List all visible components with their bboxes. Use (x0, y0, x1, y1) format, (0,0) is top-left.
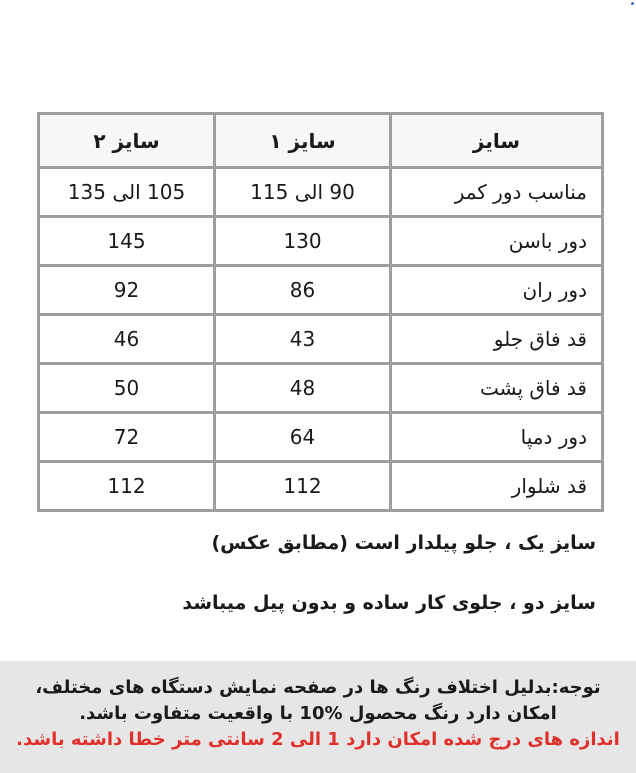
table-row (39, 364, 603, 413)
disclaimer-line-1: توجه:بدلیل اختلاف رنگ ها در صفحه نمایش دستگاه های مختلف، (35, 677, 601, 698)
measurement-warning: اندازه های درج شده امکان دارد 1 الی 2 سانتی متر خطا داشته باشد. (16, 729, 620, 750)
table-row (39, 315, 603, 364)
row-size1: 86 (215, 266, 391, 315)
row-size1: 48 (215, 364, 391, 413)
row-size1: 43 (215, 315, 391, 364)
size-table (37, 112, 604, 512)
row-label: قد شلوار (391, 462, 603, 511)
row-label: قد فاق پشت (391, 364, 603, 413)
header-size-1: سایز ۱ (215, 114, 391, 168)
row-size1: 112 (215, 462, 391, 511)
table-header-row (39, 114, 603, 168)
row-size2: 50 (39, 364, 215, 413)
row-label: دور باسن (391, 217, 603, 266)
row-size2: 145 (39, 217, 215, 266)
row-size1: 90 الی 115 (215, 168, 391, 217)
note-size-one: سایز یک ، جلو پیلدار است (مطابق عکس) (211, 532, 596, 554)
table-row (39, 413, 603, 462)
table-row (39, 168, 603, 217)
row-label: قد فاق جلو (391, 315, 603, 364)
header-size-label: سایز (391, 114, 603, 168)
table-row (39, 217, 603, 266)
row-size1: 130 (215, 217, 391, 266)
disclaimer-footer (0, 661, 636, 773)
row-size2: 112 (39, 462, 215, 511)
corner-dot (631, 2, 634, 5)
row-label: دور ران (391, 266, 603, 315)
table-row (39, 462, 603, 511)
row-label: مناسب دور کمر (391, 168, 603, 217)
row-size2: 92 (39, 266, 215, 315)
header-size-2: سایز ۲ (39, 114, 215, 168)
table-row (39, 266, 603, 315)
row-label: دور دمپا (391, 413, 603, 462)
row-size2: 46 (39, 315, 215, 364)
disclaimer-line-2: امکان دارد رنگ محصول %10 با واقعیت متفاوت باشد. (79, 703, 557, 724)
row-size2: 105 الی 135 (39, 168, 215, 217)
row-size2: 72 (39, 413, 215, 462)
note-size-two: سایز دو ، جلوی کار ساده و بدون پیل میباشد (182, 592, 596, 614)
row-size1: 64 (215, 413, 391, 462)
